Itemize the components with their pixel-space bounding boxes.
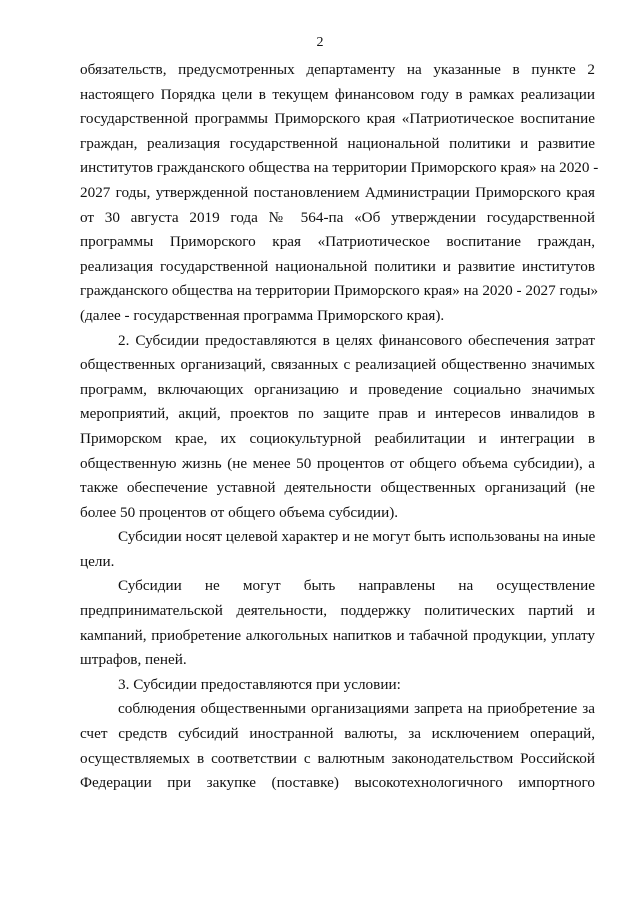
text-line: предпринимательской деятельности, поддержку политических партий и	[80, 602, 595, 620]
paragraph-restrictions	[80, 574, 595, 672]
text-line: настоящего Порядка цели в текущем финансовом году в рамках реализации	[80, 85, 595, 103]
text-line: государственной программы Приморского края «Патриотическое воспитание	[80, 110, 595, 128]
paragraph-condition	[80, 697, 595, 795]
text-line: гражданского общества на территории Приморского края» на 2020 - 2027 годы»	[80, 282, 599, 300]
text-line: соблюдения общественными организациями запрета на приобретение за	[118, 700, 595, 718]
text-line: институтов гражданского общества на территории Приморского края» на 2020 -	[80, 159, 599, 177]
text-line: цели.	[80, 552, 115, 570]
text-line: Субсидии не могут быть направлены на осуществление	[118, 577, 595, 595]
text-line: осуществляемых в соответствии с валютным законодательством Российской	[80, 749, 595, 767]
text-line: 2. Субсидии предоставляются в целях финансового обеспечения затрат	[118, 331, 595, 349]
text-line: (далее - государственная программа Приморского края).	[80, 306, 445, 324]
paragraph-continuation	[80, 58, 599, 329]
paragraph-target	[80, 525, 595, 574]
text-line: программ, включающих организацию и проведение социально значимых	[80, 380, 595, 398]
text-line: штрафов, пеней.	[80, 651, 187, 669]
text-line: граждан, реализация государственной национальной политики и развитие	[80, 134, 595, 152]
text-line: кампаний, приобретение алкогольных напитков и табачной продукции, уплату	[80, 626, 595, 644]
page-number: 2	[316, 35, 324, 50]
text-line: также обеспечение уставной деятельности общественных организаций (не	[80, 479, 595, 497]
text-line: мероприятий, акций, проектов по защите прав и интересов инвалидов в	[80, 405, 595, 423]
text-line: Федерации при закупке (поставке) высокотехнологичного импортного	[80, 774, 595, 792]
text-line: обязательств, предусмотренных департаменту на указанные в пункте 2	[80, 61, 595, 78]
text-line: реализация государственной национальной политики и развитие институтов	[80, 257, 595, 275]
text-line: 3. Субсидии предоставляются при условии:	[118, 675, 401, 693]
paragraph-item-3	[80, 673, 595, 698]
document-body	[80, 58, 599, 796]
text-line: более 50 процентов от общего объема субсидии).	[80, 503, 399, 521]
text-line: от 30 августа 2019 года № 564-па «Об утверждении государственной	[80, 208, 595, 226]
text-line: общественных организаций, связанных с реализацией общественно значимых	[80, 356, 595, 374]
text-line: Приморском крае, их социокультурной реабилитации и интеграции в	[80, 429, 595, 447]
text-line: Субсидии носят целевой характер и не могут быть использованы на иные	[118, 528, 596, 546]
text-line: счет средств субсидий иностранной валюты, за исключением операций,	[80, 725, 595, 743]
paragraph-item-2	[80, 329, 595, 526]
text-line: 2027 годы, утвержденной постановлением Администрации Приморского края	[80, 183, 595, 201]
text-line: общественную жизнь (не менее 50 процентов от общего объема субсидии), а	[80, 454, 595, 472]
text-line: программы Приморского края «Патриотическое воспитание граждан,	[80, 233, 595, 251]
